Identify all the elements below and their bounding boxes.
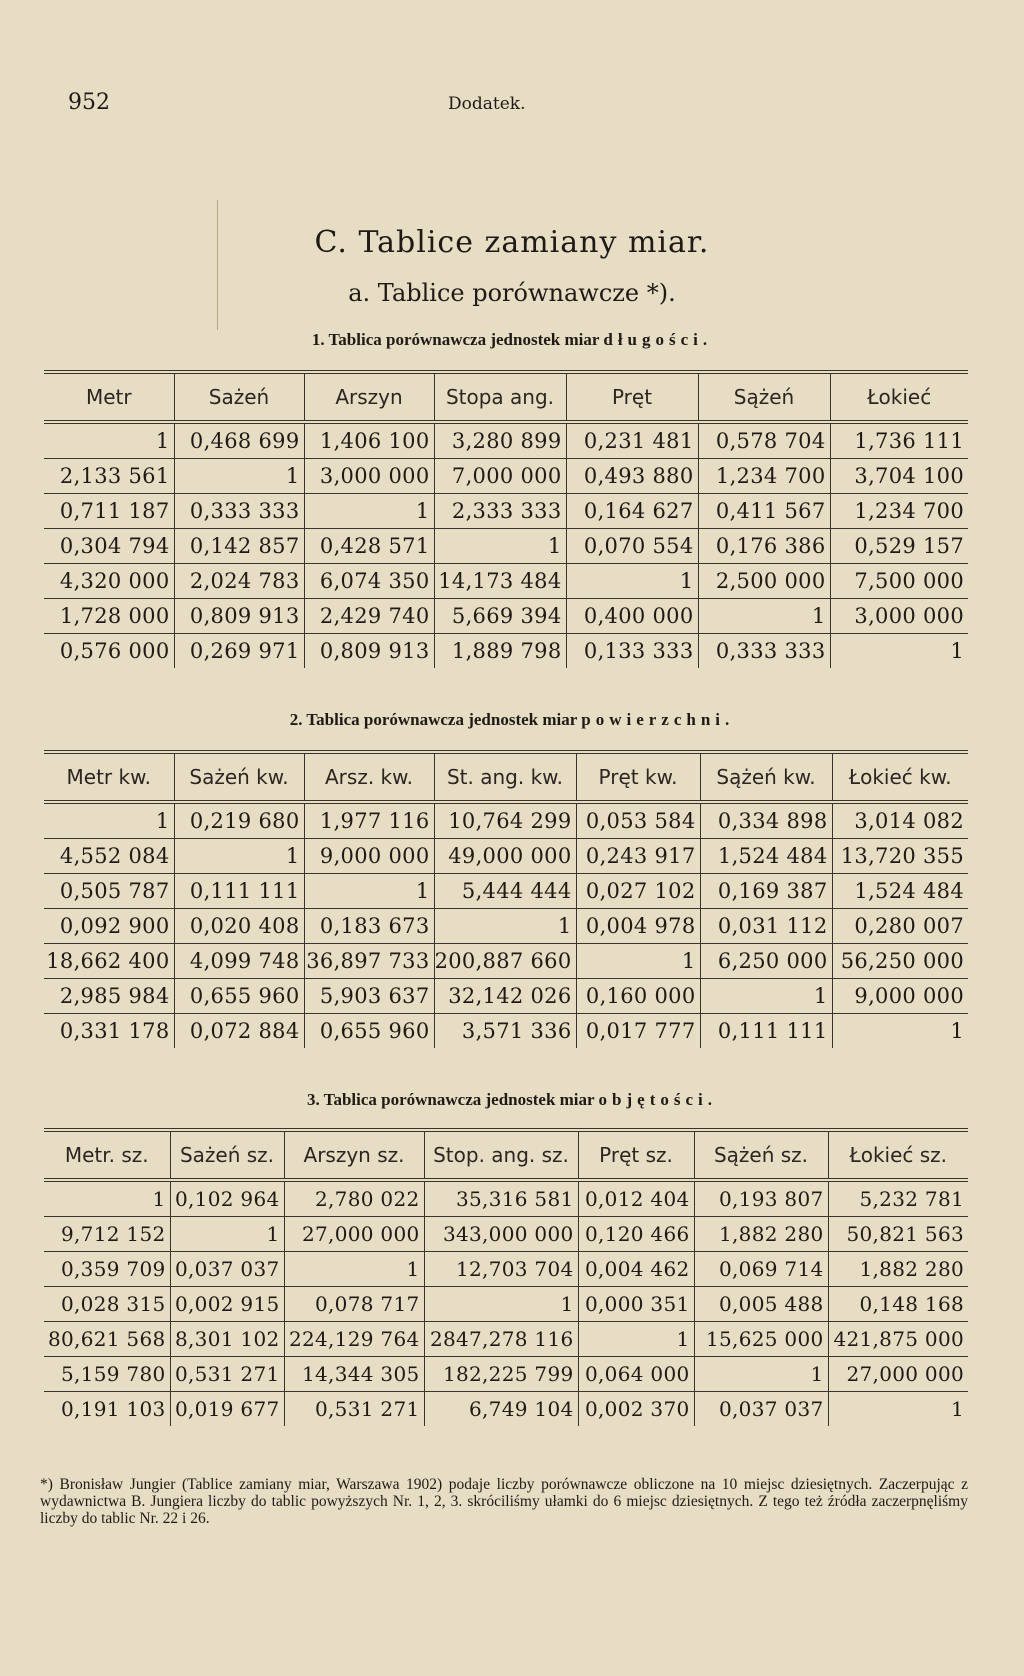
column-header: Metr. sz. [44,1130,170,1180]
table-cell: 4,099 748 [174,944,304,979]
table-row [44,1252,968,1287]
table-cell: 1 [304,494,434,529]
table-cell: 0,505 787 [44,874,174,909]
table-cell: 10,764 299 [434,802,576,839]
column-header: Stopa ang. [434,372,566,422]
table-cell: 14,173 484 [434,564,566,599]
table-cell: 3,704 100 [830,459,968,494]
table-cell: 0,280 007 [832,909,968,944]
table-cell: 0,183 673 [304,909,434,944]
table-2-title [0,710,1024,730]
table-row [44,494,968,529]
table-cell: 1 [950,639,964,663]
table-cell: 0,169 387 [700,874,832,909]
column-header: Łokieć [830,372,968,422]
table-row [44,459,968,494]
table-cell: 6,074 350 [304,564,434,599]
table-cell: 2,333 333 [434,494,566,529]
table-cell: 8,301 102 [170,1322,284,1357]
table-cell: 14,344 305 [284,1357,424,1392]
table-3-title [0,1090,1024,1110]
table-cell: 1 [44,422,174,459]
table-cell: 0,120 466 [578,1217,694,1252]
table-1-title-word: długości. [603,330,713,349]
table-cell: 0,176 386 [698,529,830,564]
table-cell: 0,031 112 [700,909,832,944]
table-3-title-word: objętości. [598,1090,717,1109]
table-cell: 36,897 733 [304,944,434,979]
table-row [44,422,968,459]
table-cell: 3,571 336 [434,1014,576,1049]
table-cell: 56,250 000 [832,944,968,979]
table-cell: 0,133 333 [566,634,698,669]
table-row [44,1014,968,1049]
table-row [44,1217,968,1252]
table-cell: 5,444 444 [434,874,576,909]
table-cell: 1,882 280 [694,1217,828,1252]
table-area [44,750,968,1048]
table-length [44,370,968,668]
table-cell: 0,019 677 [170,1392,284,1427]
table-cell: 182,225 799 [424,1357,578,1392]
table-cell: 0,027 102 [576,874,700,909]
table-cell: 0,020 408 [174,909,304,944]
table-cell: 0,004 978 [576,909,700,944]
table-cell: 0,069 714 [694,1252,828,1287]
table-cell: 27,000 000 [828,1357,968,1392]
table-cell: 200,887 660 [434,944,576,979]
table-cell: 1 [424,1287,578,1322]
table-cell: 7,000 000 [434,459,566,494]
table-cell: 1,524 484 [832,874,968,909]
column-header: Sażeń kw. [174,752,304,802]
table-cell: 0,269 971 [174,634,304,669]
table-cell: 49,000 000 [434,839,576,874]
table-cell: 5,669 394 [434,599,566,634]
table-row [44,874,968,909]
table-cell: 0,070 554 [566,529,698,564]
table-cell: 1,736 111 [830,422,968,459]
column-header: Sażeń [174,372,304,422]
table-cell: 35,316 581 [424,1180,578,1217]
table-cell: 1 [174,839,304,874]
table-row [44,944,968,979]
table-cell: 3,014 082 [832,802,968,839]
table-cell: 80,621 568 [44,1322,170,1357]
table-cell: 0,005 488 [694,1287,828,1322]
table-cell: 0,092 900 [44,909,174,944]
column-header: Łokieć sz. [828,1130,968,1180]
table-cell: 0,334 898 [700,802,832,839]
table-3-title-prefix: 3. Tablica porównawcza jednostek miar [306,1090,595,1109]
table-cell: 1 [434,909,576,944]
table-cell: 2,429 740 [304,599,434,634]
table-cell: 5,903 637 [304,979,434,1014]
table-cell: 0,531 271 [170,1357,284,1392]
table-cell: 0,231 481 [566,422,698,459]
table-cell: 32,142 026 [434,979,576,1014]
table-cell: 0,411 567 [698,494,830,529]
table-1-title [0,330,1024,350]
table-cell: 1,882 280 [828,1252,968,1287]
table-cell: 1 [44,1180,170,1217]
table-cell: 0,078 717 [284,1287,424,1322]
table-row [44,599,968,634]
table-row [44,1287,968,1322]
table-cell: 4,320 000 [44,564,174,599]
table-cell: 0,400 000 [566,599,698,634]
table-cell: 0,428 571 [304,529,434,564]
table-cell: 1,234 700 [698,459,830,494]
table-cell: 0,578 704 [698,422,830,459]
table-cell: 0,111 111 [700,1014,832,1049]
table-row [44,839,968,874]
column-header: Pręt [566,372,698,422]
table-row [44,1322,968,1357]
table-volume [44,1128,968,1426]
table-cell: 1 [700,979,832,1014]
table-row [44,802,968,839]
table-cell: 1 [950,1397,964,1421]
table-cell: 0,002 915 [170,1287,284,1322]
column-header: Arszyn [304,372,434,422]
table-cell: 1,524 484 [700,839,832,874]
table-cell: 5,159 780 [44,1357,170,1392]
table-cell: 6,749 104 [424,1392,578,1427]
table-cell: 1 [578,1322,694,1357]
table-cell: 1 [950,1019,964,1043]
table-cell: 12,703 704 [424,1252,578,1287]
table-row [44,1357,968,1392]
table-cell: 2,985 984 [44,979,174,1014]
table-cell: 1 [170,1217,284,1252]
table-cell: 0,012 404 [578,1180,694,1217]
table-cell: 0,037 037 [170,1252,284,1287]
table-cell: 1 [174,459,304,494]
table-2-title-word: powierzchni. [581,710,735,729]
column-header: Pręt kw. [576,752,700,802]
column-header: Arsz. kw. [304,752,434,802]
table-cell: 1,406 100 [304,422,434,459]
table-row [44,1392,968,1427]
section-title: C. Tablice zamiany miar. [314,225,710,260]
column-header: Stop. ang. sz. [424,1130,578,1180]
table-cell: 0,333 333 [698,634,830,669]
table-cell: 0,243 917 [576,839,700,874]
table-cell: 27,000 000 [284,1217,424,1252]
table-cell: 0,468 699 [174,422,304,459]
table-cell: 0,333 333 [174,494,304,529]
table-row [44,979,968,1014]
table-cell: 421,875 000 [828,1322,968,1357]
table-cell: 0,529 157 [830,529,968,564]
table-cell: 7,500 000 [830,564,968,599]
table-cell: 0,809 913 [174,599,304,634]
table-cell: 2847,278 116 [424,1322,578,1357]
bleed-through-rule [217,200,218,330]
table-cell: 1 [576,944,700,979]
table-cell: 1 [566,564,698,599]
page-number: 952 [68,90,110,115]
table-cell: 0,531 271 [284,1392,424,1427]
table-cell: 3,000 000 [830,599,968,634]
table-row [44,1180,968,1217]
table-cell: 224,129 764 [284,1322,424,1357]
table-cell: 0,148 168 [828,1287,968,1322]
table-cell: 0,164 627 [566,494,698,529]
section-subtitle: a. Tablice porównawcze *). [348,279,676,307]
table-cell: 0,160 000 [576,979,700,1014]
table-cell: 0,028 315 [44,1287,170,1322]
table-cell: 1 [434,529,566,564]
table-cell: 18,662 400 [44,944,174,979]
table-header-row [44,1130,968,1180]
table-cell: 0,142 857 [174,529,304,564]
table-cell: 1 [304,874,434,909]
running-header [68,90,968,120]
table-cell: 6,250 000 [700,944,832,979]
table-cell: 15,625 000 [694,1322,828,1357]
running-title: Dodatek. [448,94,526,114]
table-cell: 3,280 899 [434,422,566,459]
table-cell: 0,655 960 [174,979,304,1014]
table-row [44,529,968,564]
table-cell: 1,889 798 [434,634,566,669]
table-cell: 0,493 880 [566,459,698,494]
table-cell: 0,359 709 [44,1252,170,1287]
table-cell: 0,017 777 [576,1014,700,1049]
table-header-row [44,372,968,422]
column-header: Metr kw. [44,752,174,802]
table-cell: 1,977 116 [304,802,434,839]
table-cell: 50,821 563 [828,1217,968,1252]
table-cell: 9,000 000 [832,979,968,1014]
table-cell: 2,780 022 [284,1180,424,1217]
table-header-row [44,752,968,802]
table-cell: 0,191 103 [44,1392,170,1427]
table-cell: 0,655 960 [304,1014,434,1049]
column-header: St. ang. kw. [434,752,576,802]
table-cell: 0,193 807 [694,1180,828,1217]
column-header: Pręt sz. [578,1130,694,1180]
table-row [44,634,968,669]
table-cell: 1,728 000 [44,599,174,634]
table-cell: 3,000 000 [304,459,434,494]
table-cell: 0,576 000 [44,634,174,669]
table-cell: 5,232 781 [828,1180,968,1217]
table-cell: 0,331 178 [44,1014,174,1049]
table-cell: 0,304 794 [44,529,174,564]
table-cell: 0,111 111 [174,874,304,909]
table-row [44,909,968,944]
table-cell: 0,809 913 [304,634,434,669]
table-cell: 0,219 680 [174,802,304,839]
table-cell: 4,552 084 [44,839,174,874]
table-cell: 0,711 187 [44,494,174,529]
table-cell: 2,024 783 [174,564,304,599]
table-cell: 9,712 152 [44,1217,170,1252]
table-cell: 0,002 370 [578,1392,694,1427]
table-cell: 1 [698,599,830,634]
column-header: Sążeń [698,372,830,422]
table-cell: 2,133 561 [44,459,174,494]
footnote: *) Bronisław Jungier (Tablice zamiany miar, Warszawa 1902) podaje liczby porównawcze obliczone na 10 miejsc dziesiętnych. Zaczerpując z wydawnictwa B. Jungiera liczby do tablic powyższych Nr. 1, 2, 3. skróciliśmy ułamki do 6 miejsc dziesiętnych. Z tego też źródła zaczerpnęliśmy liczby do tablic Nr. 22 i 26. [40,1476,968,1527]
table-cell: 0,053 584 [576,802,700,839]
table-cell: 2,500 000 [698,564,830,599]
column-header: Sażeń sz. [170,1130,284,1180]
table-row [44,564,968,599]
table-1-title-prefix: 1. Tablica porównawcza jednostek miar [311,330,600,349]
column-header: Arszyn sz. [284,1130,424,1180]
table-cell: 343,000 000 [424,1217,578,1252]
table-cell: 0,004 462 [578,1252,694,1287]
table-cell: 1 [694,1357,828,1392]
table-cell: 13,720 355 [832,839,968,874]
column-header: Sążeń kw. [700,752,832,802]
table-2-title-prefix: 2. Tablica porównawcza jednostek miar [289,710,577,729]
table-cell: 0,064 000 [578,1357,694,1392]
table-cell: 0,102 964 [170,1180,284,1217]
table-cell: 1 [44,802,174,839]
column-header: Metr [44,372,174,422]
column-header: Łokieć kw. [832,752,968,802]
table-cell: 1 [284,1252,424,1287]
column-header: Sążeń sz. [694,1130,828,1180]
table-cell: 0,072 884 [174,1014,304,1049]
table-cell: 9,000 000 [304,839,434,874]
table-cell: 0,000 351 [578,1287,694,1322]
table-cell: 1,234 700 [830,494,968,529]
table-cell: 0,037 037 [694,1392,828,1427]
